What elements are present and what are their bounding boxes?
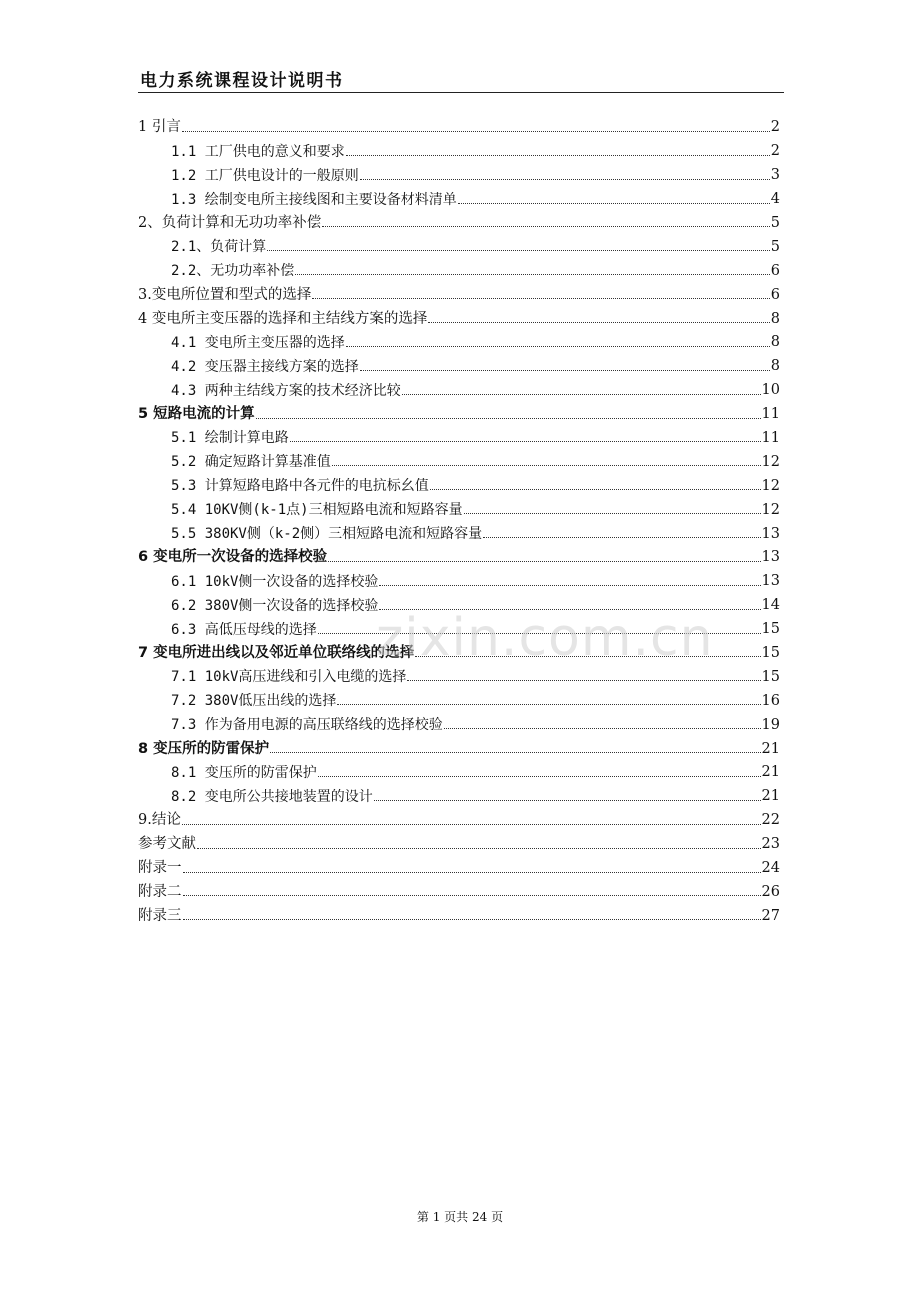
toc-entry-page-number: 8 bbox=[770, 334, 780, 351]
toc-dot-leader bbox=[483, 537, 760, 538]
toc-dot-leader bbox=[295, 274, 769, 275]
toc-entry-page-number: 13 bbox=[761, 573, 780, 590]
table-of-contents bbox=[138, 113, 780, 925]
toc-entry[interactable] bbox=[138, 519, 780, 543]
toc-dot-leader bbox=[183, 919, 761, 920]
toc-entry[interactable] bbox=[138, 304, 780, 328]
toc-entry-label: 7 变电所进出线以及邻近单位联络线的选择 bbox=[138, 644, 415, 661]
toc-entry[interactable] bbox=[138, 734, 780, 758]
toc-entry-label: 1.3 绘制变电所主接线图和主要设备材料清单 bbox=[171, 191, 457, 208]
toc-entry[interactable] bbox=[138, 447, 780, 471]
toc-dot-leader bbox=[430, 489, 761, 490]
toc-entry[interactable] bbox=[138, 495, 780, 519]
toc-entry-page-number: 21 bbox=[761, 788, 780, 805]
toc-dot-leader bbox=[428, 322, 769, 323]
toc-dot-leader bbox=[415, 656, 760, 657]
toc-dot-leader bbox=[318, 633, 761, 634]
toc-entry-label: 5.5 380KV侧（k-2侧）三相短路电流和短路容量 bbox=[171, 526, 483, 543]
toc-dot-leader bbox=[318, 776, 761, 777]
toc-entry-page-number: 14 bbox=[761, 597, 780, 614]
toc-entry-label: 附录一 bbox=[138, 860, 182, 876]
toc-entry-page-number: 12 bbox=[761, 477, 780, 494]
toc-entry-label: 7.2 380V低压出线的选择 bbox=[171, 693, 337, 710]
toc-entry[interactable] bbox=[138, 830, 780, 854]
toc-entry-page-number: 4 bbox=[770, 191, 780, 208]
toc-dot-leader bbox=[328, 561, 760, 562]
toc-dot-leader bbox=[458, 203, 770, 204]
toc-entry[interactable] bbox=[138, 137, 780, 161]
toc-dot-leader bbox=[290, 441, 761, 442]
toc-entry-page-number: 16 bbox=[761, 692, 780, 709]
toc-entry[interactable] bbox=[138, 256, 780, 280]
toc-entry-label: 4.2 变压器主接线方案的选择 bbox=[171, 358, 359, 375]
toc-dot-leader bbox=[312, 298, 769, 299]
toc-entry[interactable] bbox=[138, 878, 780, 902]
page-header bbox=[138, 64, 784, 93]
toc-entry[interactable] bbox=[138, 471, 780, 495]
toc-entry-label: 附录二 bbox=[138, 883, 182, 900]
toc-entry[interactable] bbox=[138, 591, 780, 615]
toc-dot-leader bbox=[182, 824, 761, 825]
toc-entry[interactable] bbox=[138, 328, 780, 352]
toc-entry-page-number: 13 bbox=[761, 525, 780, 542]
toc-entry[interactable] bbox=[138, 567, 780, 591]
toc-entry[interactable] bbox=[138, 376, 780, 400]
toc-entry[interactable] bbox=[138, 901, 780, 925]
toc-entry[interactable] bbox=[138, 280, 780, 304]
toc-entry[interactable] bbox=[138, 185, 780, 209]
toc-entry[interactable] bbox=[138, 686, 780, 710]
toc-entry-label: 1.1 工厂供电的意义和要求 bbox=[171, 143, 345, 160]
toc-dot-leader bbox=[379, 609, 760, 610]
toc-dot-leader bbox=[270, 752, 760, 753]
toc-dot-leader bbox=[374, 800, 761, 801]
toc-entry-page-number: 21 bbox=[761, 764, 780, 781]
toc-entry[interactable] bbox=[138, 758, 780, 782]
toc-dot-leader bbox=[346, 346, 770, 347]
toc-entry-label: 1.2 工厂供电设计的一般原则 bbox=[171, 167, 359, 184]
toc-dot-leader bbox=[322, 226, 770, 227]
toc-dot-leader bbox=[267, 250, 769, 251]
toc-dot-leader bbox=[360, 179, 770, 180]
toc-entry-label: 2、负荷计算和无功功率补偿 bbox=[138, 214, 322, 231]
toc-entry-page-number: 2 bbox=[770, 119, 780, 136]
toc-entry-page-number: 15 bbox=[761, 644, 780, 661]
toc-entry-label: 5.2 确定短路计算基准值 bbox=[171, 454, 331, 471]
toc-dot-leader bbox=[464, 513, 761, 514]
toc-entry[interactable] bbox=[138, 710, 780, 734]
toc-entry-page-number: 8 bbox=[770, 358, 780, 375]
toc-entry[interactable] bbox=[138, 662, 780, 686]
toc-dot-leader bbox=[407, 680, 760, 681]
toc-entry[interactable] bbox=[138, 113, 780, 137]
toc-entry-label: 7.1 10kV高压进线和引入电缆的选择 bbox=[171, 669, 407, 686]
toc-entry[interactable] bbox=[138, 543, 780, 567]
toc-entry-page-number: 15 bbox=[761, 621, 780, 638]
toc-entry-label: 7.3 作为备用电源的高压联络线的选择校验 bbox=[171, 717, 443, 734]
document-title: 电力系统课程设计说明书 bbox=[140, 71, 344, 91]
toc-entry-label: 2.1、负荷计算 bbox=[171, 239, 267, 256]
toc-entry-page-number: 3 bbox=[770, 167, 780, 184]
toc-dot-leader bbox=[256, 418, 761, 419]
toc-entry-page-number: 2 bbox=[770, 143, 780, 160]
toc-entry[interactable] bbox=[138, 854, 780, 878]
toc-entry-label: 9.结论 bbox=[138, 812, 181, 829]
toc-entry[interactable] bbox=[138, 424, 780, 448]
toc-entry-label: 8.2 变电所公共接地装置的设计 bbox=[171, 788, 373, 805]
toc-dot-leader bbox=[379, 585, 760, 586]
toc-entry[interactable] bbox=[138, 209, 780, 233]
toc-entry[interactable] bbox=[138, 639, 780, 663]
toc-entry-label: 1 引言 bbox=[138, 119, 181, 136]
toc-dot-leader bbox=[444, 728, 761, 729]
toc-entry[interactable] bbox=[138, 400, 780, 424]
toc-dot-leader bbox=[332, 465, 761, 466]
toc-dot-leader bbox=[360, 370, 770, 371]
toc-entry[interactable] bbox=[138, 806, 780, 830]
toc-entry-page-number: 26 bbox=[761, 883, 780, 900]
toc-entry-page-number: 22 bbox=[761, 812, 780, 829]
toc-entry-label: 5.4 10KV侧(k-1点)三相短路电流和短路容量 bbox=[171, 502, 463, 519]
toc-entry-label: 6.2 380V侧一次设备的选择校验 bbox=[171, 597, 379, 614]
toc-entry-label: 6.3 高低压母线的选择 bbox=[171, 621, 317, 638]
toc-dot-leader bbox=[183, 872, 761, 873]
toc-dot-leader bbox=[182, 131, 770, 132]
toc-entry-label: 8.1 变压所的防雷保护 bbox=[171, 764, 317, 781]
toc-entry-label: 2.2、无功功率补偿 bbox=[171, 263, 295, 280]
toc-entry-page-number: 5 bbox=[770, 214, 780, 231]
toc-entry-page-number: 6 bbox=[770, 286, 780, 303]
toc-entry-page-number: 5 bbox=[770, 238, 780, 255]
toc-entry-page-number: 13 bbox=[761, 549, 780, 566]
toc-dot-leader bbox=[337, 704, 760, 705]
toc-entry-label: 附录三 bbox=[138, 907, 182, 924]
toc-entry-label: 8 变压所的防雷保护 bbox=[138, 740, 270, 757]
toc-entry-page-number: 10 bbox=[761, 382, 780, 399]
toc-entry-label: 5 短路电流的计算 bbox=[138, 406, 255, 423]
toc-entry-label: 5.3 计算短路电路中各元件的电抗标幺值 bbox=[171, 478, 429, 495]
toc-dot-leader bbox=[197, 848, 761, 849]
toc-entry-label: 4 变电所主变压器的选择和主结线方案的选择 bbox=[138, 310, 428, 327]
toc-entry-page-number: 23 bbox=[761, 836, 780, 853]
toc-entry-label: 6 变电所一次设备的选择校验 bbox=[138, 549, 328, 566]
toc-entry[interactable] bbox=[138, 352, 780, 376]
toc-entry-page-number: 24 bbox=[761, 860, 780, 876]
toc-dot-leader bbox=[183, 895, 761, 896]
toc-dot-leader bbox=[346, 155, 770, 156]
toc-entry-label: 6.1 10kV侧一次设备的选择校验 bbox=[171, 573, 379, 590]
toc-entry-label: 5.1 绘制计算电路 bbox=[171, 430, 289, 447]
toc-entry-label: 4.1 变电所主变压器的选择 bbox=[171, 334, 345, 351]
toc-entry-label: 4.3 两种主结线方案的技术经济比较 bbox=[171, 382, 401, 399]
toc-entry-page-number: 27 bbox=[761, 907, 780, 924]
watermark: zixin.com.cn bbox=[376, 608, 714, 668]
toc-entry-page-number: 21 bbox=[761, 740, 780, 757]
toc-entry[interactable] bbox=[138, 161, 780, 185]
toc-entry-page-number: 12 bbox=[761, 453, 780, 470]
toc-entry[interactable] bbox=[138, 782, 780, 806]
toc-entry-label: 3.变电所位置和型式的选择 bbox=[138, 286, 312, 303]
toc-dot-leader bbox=[402, 394, 761, 395]
toc-entry-page-number: 12 bbox=[761, 501, 780, 518]
toc-entry-page-number: 6 bbox=[770, 262, 780, 279]
toc-entry[interactable] bbox=[138, 615, 780, 639]
toc-entry-page-number: 15 bbox=[761, 668, 780, 685]
toc-entry[interactable] bbox=[138, 232, 780, 256]
toc-entry-label: 参考文献 bbox=[138, 836, 196, 853]
toc-entry-page-number: 8 bbox=[770, 310, 780, 327]
toc-entry-page-number: 11 bbox=[761, 429, 780, 446]
toc-entry-page-number: 19 bbox=[761, 716, 780, 733]
toc-entry-page-number: 11 bbox=[761, 406, 780, 423]
page-footer: 第 1 页共 24 页 bbox=[416, 1210, 504, 1224]
